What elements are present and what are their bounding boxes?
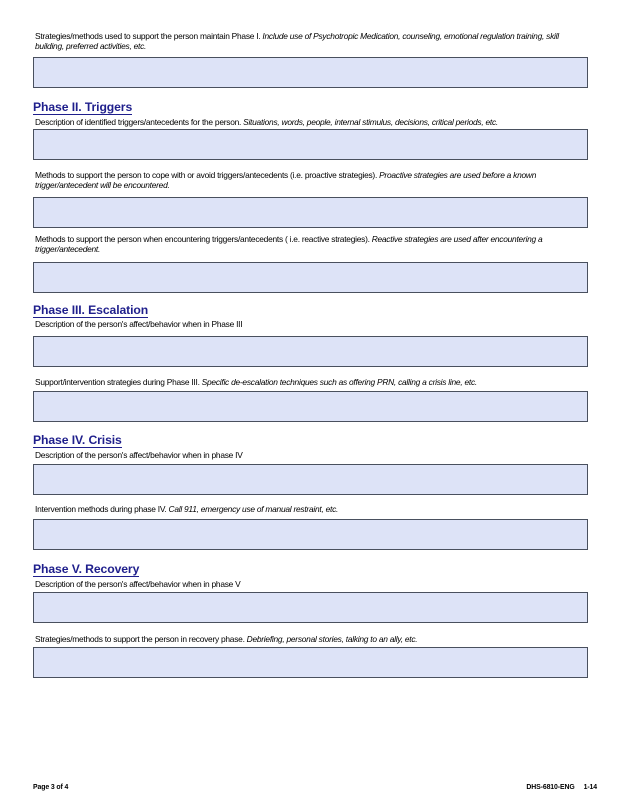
field-label-phase1-maintain: [35, 31, 589, 52]
footer-form-code: [526, 784, 597, 791]
label-text: Description of the person's affect/behavior when in phase IV: [35, 450, 243, 460]
field-label-phase2-description: [35, 117, 589, 127]
label-text: Strategies/methods used to support the person maintain Phase I.: [35, 31, 261, 41]
field-label-phase5-recovery-strategies: [35, 634, 589, 644]
input-phase3-support-strategies[interactable]: [33, 391, 588, 422]
input-phase5-behavior-description[interactable]: [33, 592, 588, 623]
label-hint: Include use of Psychotropic Medication, counseling, emotional regulation training, skill building, preferred activities, etc.: [35, 31, 559, 52]
field-label-phase2-reactive: [35, 234, 589, 255]
input-phase4-intervention-methods[interactable]: [33, 519, 588, 550]
input-phase3-behavior-description[interactable]: [33, 336, 588, 367]
label-text: Description of identified triggers/antecedents for the person.: [35, 117, 242, 127]
field-label-phase3-description: [35, 319, 589, 329]
section-heading-phase2-triggers: Phase II. Triggers: [33, 100, 133, 114]
label-hint: Situations, words, people, internal stimulus, decisions, critical periods, etc.: [243, 117, 499, 127]
field-label-phase4-description: [35, 450, 589, 460]
footer-page-number: Page 3 of 4: [33, 784, 69, 791]
input-phase2-reactive-strategies[interactable]: [33, 262, 588, 293]
label-text: Description of the person's affect/behavior when in phase V: [35, 579, 241, 589]
label-hint: Debriefing, personal stories, talking to an ally, etc.: [246, 634, 418, 644]
form-code: DHS-6810-ENG: [526, 784, 575, 791]
section-heading-phase3-escalation: Phase III. Escalation: [33, 303, 149, 317]
field-label-phase4-intervention: [35, 504, 589, 514]
field-label-phase5-description: [35, 579, 589, 589]
label-text: Support/intervention strategies during Phase III.: [35, 377, 200, 387]
section-heading-phase5-recovery: Phase V. Recovery: [33, 562, 140, 576]
label-text: Intervention methods during phase IV.: [35, 504, 167, 514]
label-hint: Proactive strategies are used before a known trigger/antecedent will be encountered.: [35, 170, 537, 191]
label-hint: Call 911, emergency use of manual restraint, etc.: [168, 504, 339, 514]
section-heading-phase4-crisis: Phase IV. Crisis: [33, 433, 122, 447]
label-hint: Reactive strategies are used after encountering a trigger/antecedent.: [35, 234, 543, 255]
input-phase4-behavior-description[interactable]: [33, 464, 588, 495]
input-phase5-recovery-strategies[interactable]: [33, 647, 588, 678]
field-label-phase3-support: [35, 377, 589, 387]
label-hint: Specific de-escalation techniques such as offering PRN, calling a crisis line, etc.: [201, 377, 477, 387]
input-phase2-proactive-strategies[interactable]: [33, 197, 588, 228]
label-text: Strategies/methods to support the person in recovery phase.: [35, 634, 245, 644]
form-revision: 1-14: [583, 784, 597, 791]
label-text: Methods to support the person when encountering triggers/antecedents ( i.e. reactive strategies).: [35, 234, 370, 244]
field-label-phase2-proactive: [35, 170, 589, 191]
input-phase2-triggers-description[interactable]: [33, 129, 588, 160]
label-text: Description of the person's affect/behavior when in Phase III: [35, 319, 243, 329]
label-text: Methods to support the person to cope with or avoid triggers/antecedents (i.e. proactive strategies).: [35, 170, 378, 180]
input-phase1-maintain-strategies[interactable]: [33, 57, 588, 88]
